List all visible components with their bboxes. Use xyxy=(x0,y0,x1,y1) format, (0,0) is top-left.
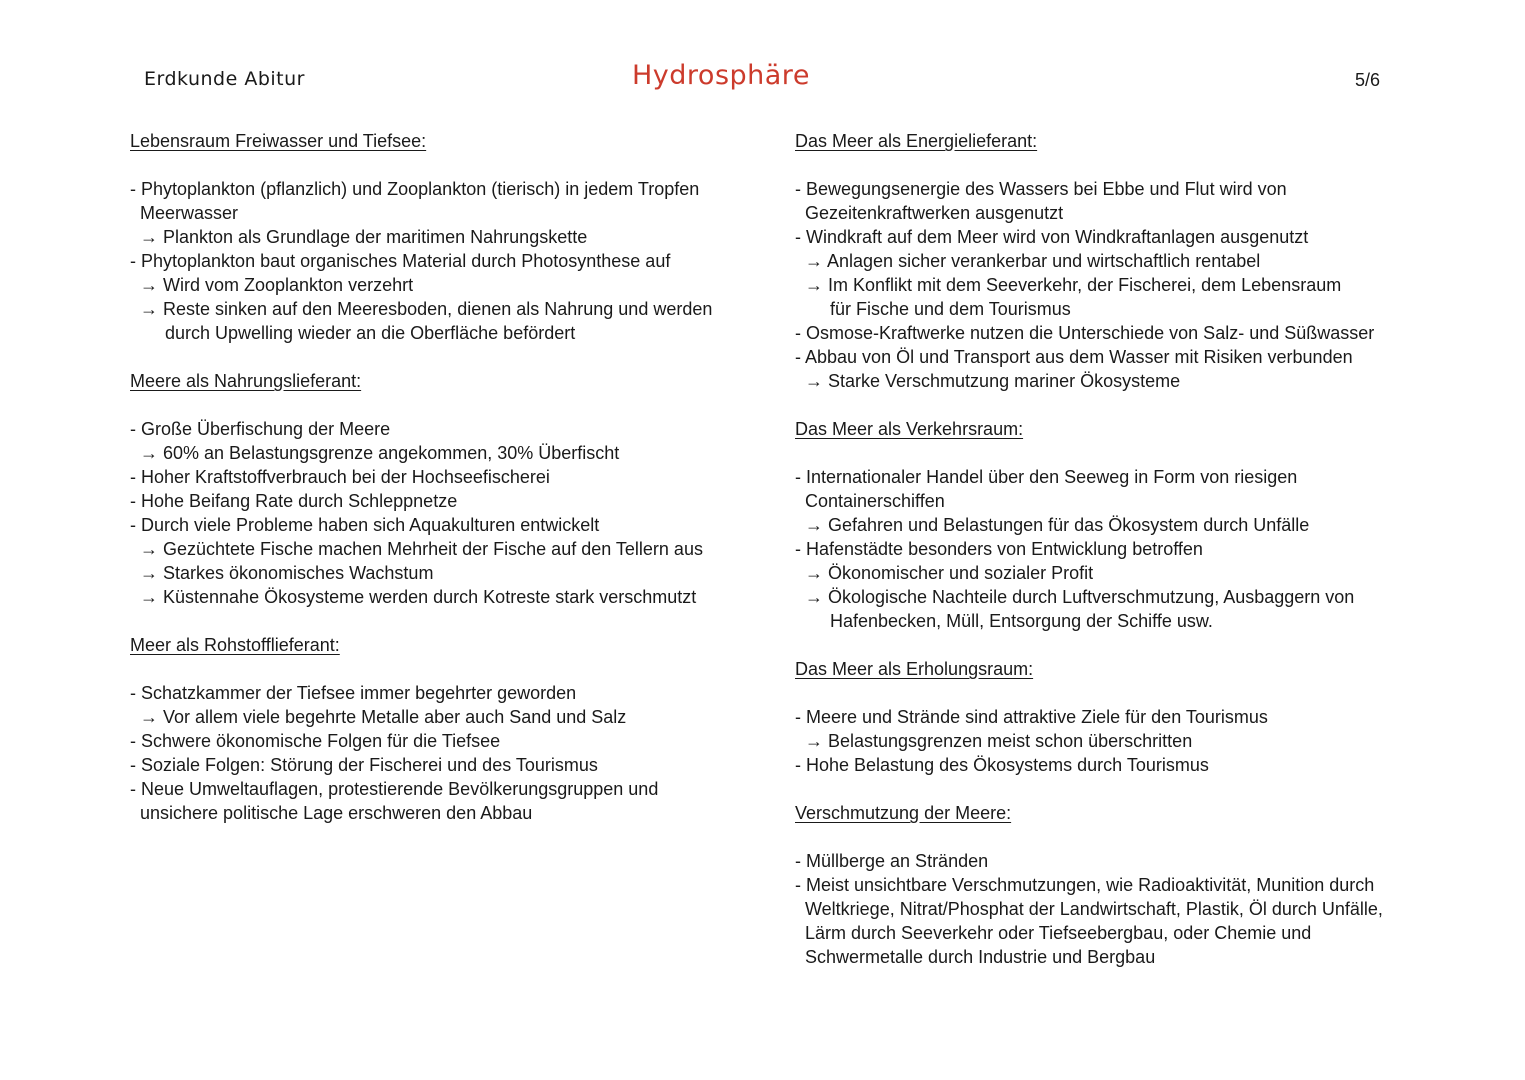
course-label: Erdkunde Abitur xyxy=(144,68,305,90)
text-line: Weltkriege, Nitrat/Phosphat der Landwirtschaft, Plastik, Öl durch Unfälle, xyxy=(805,899,1383,919)
text-line: → Belastungsgrenzen meist schon überschritten xyxy=(805,731,1193,751)
text-line: - Phytoplankton baut organisches Material durch Photosynthese auf xyxy=(130,251,671,271)
section-heading: Das Meer als Erholungsraum: xyxy=(795,659,1034,679)
section-heading: Meere als Nahrungslieferant: xyxy=(130,371,362,391)
text-line: - Hohe Beifang Rate durch Schleppnetze xyxy=(130,491,458,511)
text-line: - Windkraft auf dem Meer wird von Windkraftanlagen ausgenutzt xyxy=(795,227,1309,247)
text-line: → Starkes ökonomisches Wachstum xyxy=(140,563,434,583)
section-das-meer-als-energielieferant xyxy=(795,129,1435,393)
text-line: → 60% an Belastungsgrenze angekommen, 30% Überfischt xyxy=(140,443,620,463)
section-heading: Das Meer als Energielieferant: xyxy=(795,131,1038,151)
text-line: Lärm durch Seeverkehr oder Tiefseebergbau, oder Chemie und xyxy=(805,923,1312,943)
text-line: durch Upwelling wieder an die Oberfläche befördert xyxy=(165,323,576,343)
text-line: → Küstennahe Ökosysteme werden durch Kotreste stark verschmutzt xyxy=(140,587,697,607)
section-heading: Verschmutzung der Meere: xyxy=(795,803,1012,823)
text-line: → Ökologische Nachteile durch Luftverschmutzung, Ausbaggern von xyxy=(805,587,1355,607)
text-line: - Internationaler Handel über den Seeweg in Form von riesigen xyxy=(795,467,1298,487)
section-das-meer-als-erholungsraum xyxy=(795,657,1435,777)
text-line: → Gefahren und Belastungen für das Ökosystem durch Unfälle xyxy=(805,515,1310,535)
text-line: - Soziale Folgen: Störung der Fischerei und des Tourismus xyxy=(130,755,598,775)
text-line: → Starke Verschmutzung mariner Ökosysteme xyxy=(805,371,1181,391)
section-meere-als-nahrungslieferant xyxy=(130,369,750,609)
text-line: unsichere politische Lage erschweren den Abbau xyxy=(140,803,533,823)
left-column xyxy=(130,129,750,849)
text-line: Gezeitenkraftwerken ausgenutzt xyxy=(805,203,1064,223)
section-heading: Meer als Rohstofflieferant: xyxy=(130,635,340,655)
text-line: - Phytoplankton (pflanzlich) und Zooplankton (tierisch) in jedem Tropfen xyxy=(130,179,700,199)
text-line: Containerschiffen xyxy=(805,491,945,511)
text-line: Schwermetalle durch Industrie und Bergbau xyxy=(805,947,1156,967)
section-heading: Das Meer als Verkehrsraum: xyxy=(795,419,1024,439)
section-lebensraum-freiwasser-und-tiefsee xyxy=(130,129,750,345)
text-line: - Durch viele Probleme haben sich Aquakulturen entwickelt xyxy=(130,515,600,535)
text-line: → Gezüchtete Fische machen Mehrheit der Fische auf den Tellern aus xyxy=(140,539,703,559)
text-line: - Schwere ökonomische Folgen für die Tiefsee xyxy=(130,731,501,751)
text-line: Hafenbecken, Müll, Entsorgung der Schiffe usw. xyxy=(830,611,1213,631)
text-line: - Große Überfischung der Meere xyxy=(130,419,391,439)
section-meer-als-rohstofflieferant xyxy=(130,633,750,825)
text-line: - Müllberge an Stränden xyxy=(795,851,989,871)
text-line: - Neue Umweltauflagen, protestierende Bevölkerungsgruppen und xyxy=(130,779,659,799)
text-line: - Bewegungsenergie des Wassers bei Ebbe und Flut wird von xyxy=(795,179,1287,199)
text-line: - Meere und Strände sind attraktive Ziele für den Tourismus xyxy=(795,707,1268,727)
page-title: Hydrosphäre xyxy=(632,60,810,91)
text-line: → Plankton als Grundlage der maritimen Nahrungskette xyxy=(140,227,588,247)
text-line: → Ökonomischer und sozialer Profit xyxy=(805,563,1094,583)
section-heading: Lebensraum Freiwasser und Tiefsee: xyxy=(130,131,427,151)
text-line: - Meist unsichtbare Verschmutzungen, wie Radioaktivität, Munition durch xyxy=(795,875,1375,895)
section-verschmutzung-der-meere xyxy=(795,801,1435,969)
section-das-meer-als-verkehrsraum xyxy=(795,417,1435,633)
text-line: → Reste sinken auf den Meeresboden, dienen als Nahrung und werden xyxy=(140,299,713,319)
text-line: - Hohe Belastung des Ökosystems durch Tourismus xyxy=(795,755,1209,775)
text-line: für Fische und dem Tourismus xyxy=(830,299,1071,319)
right-column xyxy=(795,129,1435,993)
text-line: → Vor allem viele begehrte Metalle aber auch Sand und Salz xyxy=(140,707,627,727)
text-line: - Abbau von Öl und Transport aus dem Wasser mit Risiken verbunden xyxy=(795,347,1353,367)
text-line: - Hoher Kraftstoffverbrauch bei der Hochseefischerei xyxy=(130,467,550,487)
text-line: - Osmose-Kraftwerke nutzen die Unterschiede von Salz- und Süßwasser xyxy=(795,323,1375,343)
text-line: Meerwasser xyxy=(140,203,239,223)
page-number: 5/6 xyxy=(1355,70,1381,90)
text-line: - Hafenstädte besonders von Entwicklung betroffen xyxy=(795,539,1203,559)
text-line: → Wird vom Zooplankton verzehrt xyxy=(140,275,414,295)
text-line: → Anlagen sicher verankerbar und wirtschaftlich rentabel xyxy=(805,251,1261,271)
text-line: - Schatzkammer der Tiefsee immer begehrter geworden xyxy=(130,683,577,703)
text-line: → Im Konflikt mit dem Seeverkehr, der Fischerei, dem Lebensraum xyxy=(805,275,1342,295)
